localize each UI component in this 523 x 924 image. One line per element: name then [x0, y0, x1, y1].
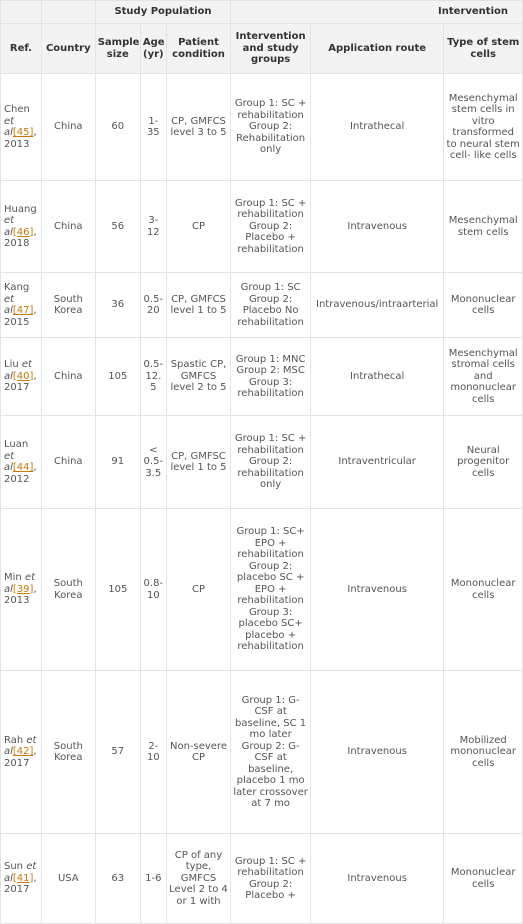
column-header-ref: Ref. [1, 24, 42, 74]
cell-type-cell: Mononuclear cells [444, 834, 523, 924]
sample-size-cell: 105 [95, 338, 140, 416]
sample-size-cell: 63 [95, 834, 140, 924]
ref-author: Min [4, 572, 22, 584]
ref-et-al: et al [4, 215, 15, 238]
country-cell: China [41, 338, 95, 416]
groups-cell: Group 1: SC+ EPO + rehabilitation Group 2: placebo SC + EPO + rehabilitation Group 3: placebo SC+ placebo + rehabilitation [231, 509, 311, 671]
groups-cell: Group 1: SC + rehabilitation Group 2: rehabilitation only [231, 416, 311, 509]
condition-cell: CP, GMFSC level 1 to 5 [166, 416, 231, 509]
country-cell: USA [41, 834, 95, 924]
ref-citation-link[interactable]: [45] [12, 127, 34, 138]
ref-cell [1, 74, 42, 181]
ref-citation-link[interactable]: [42] [12, 746, 34, 758]
age-cell: 1-6 [140, 834, 166, 924]
groups-cell: Group 1: MNC Group 2: MSC Group 3: rehabilitation [231, 338, 311, 416]
ref-cell [1, 338, 42, 416]
ref-cell [1, 509, 42, 671]
ref-cell [1, 671, 42, 834]
ref-author: Sun [4, 861, 24, 873]
country-cell: China [41, 181, 95, 273]
table-row [1, 181, 523, 273]
age-cell: 0.8-10 [140, 509, 166, 671]
age-cell: 1-35 [140, 74, 166, 181]
ref-year: , 2012 [4, 462, 37, 485]
cell-type-cell: Mobilized mononuclear cells [444, 671, 523, 834]
ref-citation-link[interactable]: [44] [12, 462, 34, 473]
ref-year: , 2017 [4, 370, 37, 394]
ref-et-al: et al [4, 572, 36, 595]
ref-author: Rah [4, 734, 24, 746]
ref-et-al: et al [4, 734, 37, 758]
condition-cell: CP, GMFCS level 3 to 5 [166, 74, 231, 181]
ref-year: , 2017 [4, 746, 37, 769]
column-header-row [1, 24, 523, 74]
table-row [1, 273, 523, 338]
cell-type-cell: Neural progenitor cells [444, 416, 523, 509]
column-header-sample-size: Sample size [95, 24, 140, 74]
country-cell: South Korea [41, 509, 95, 671]
condition-cell: CP [166, 181, 231, 273]
ref-author: Kang [4, 282, 30, 293]
cell-type-cell: Mononuclear cells [444, 509, 523, 671]
column-header-age: Age (yr) [140, 24, 166, 74]
column-header-stem-cell-type: Type of stem cells [444, 24, 523, 74]
sample-size-cell: 105 [95, 509, 140, 671]
group-header-ref [1, 1, 42, 24]
ref-cell [1, 273, 42, 338]
column-header-application-route: Application route [310, 24, 443, 74]
ref-citation-link[interactable]: [40] [12, 370, 34, 382]
ref-year: , 2013 [4, 127, 37, 150]
ref-cell [1, 416, 42, 509]
country-cell: China [41, 74, 95, 181]
ref-et-al: et al [4, 115, 15, 138]
table-row [1, 671, 523, 834]
ref-cell [1, 181, 42, 273]
sample-size-cell: 57 [95, 671, 140, 834]
route-cell: Intravenous/intraarterial [310, 273, 443, 338]
age-cell: 0.5-12.5 [140, 338, 166, 416]
sample-size-cell: 36 [95, 273, 140, 338]
route-cell: Intraventricular [310, 416, 443, 509]
route-cell: Intravenous [310, 509, 443, 671]
age-cell: 0.5-20 [140, 273, 166, 338]
country-cell: South Korea [41, 273, 95, 338]
condition-cell: Spastic CP, GMFCS level 2 to 5 [166, 338, 231, 416]
ref-year: , 2015 [4, 305, 37, 328]
condition-cell: CP, GMFCS level 1 to 5 [166, 273, 231, 338]
table-row [1, 74, 523, 181]
cell-type-cell: Mesenchymal stem cells [444, 181, 523, 273]
column-header-country: Country [41, 24, 95, 74]
table-row [1, 509, 523, 671]
ref-author: Chen [4, 104, 30, 115]
column-header-patient-condition: Patient condition [166, 24, 231, 74]
age-cell: 3-12 [140, 181, 166, 273]
ref-et-al: et al [4, 359, 32, 382]
condition-cell: CP [166, 509, 231, 671]
route-cell: Intravenous [310, 671, 443, 834]
ref-year: , 2018 [4, 226, 37, 249]
groups-cell: Group 1: SC Group 2: Placebo No rehabilitation [231, 273, 311, 338]
group-header-intervention: Intervention [231, 1, 523, 24]
age-cell: 2-10 [140, 671, 166, 834]
age-cell: < 0.5-3.5 [140, 416, 166, 509]
column-header-intervention-groups: Intervention and study groups [231, 24, 311, 74]
route-cell: Intrathecal [310, 338, 443, 416]
cell-type-cell: Mesenchymal stem cells in vitro transformed to neural stem cell- like cells [444, 74, 523, 181]
group-header-study-population: Study Population [95, 1, 231, 24]
groups-cell: Group 1: G-CSF at baseline, SC 1 mo later Group 2: G-CSF at baseline, placebo 1 mo later crossover at 7 mo [231, 671, 311, 834]
country-cell: China [41, 416, 95, 509]
condition-cell: CP of any type, GMFCS Level 2 to 4 or 1 with [166, 834, 231, 924]
ref-author: Huang [4, 203, 37, 215]
ref-et-al: et al [4, 293, 15, 316]
ref-author: Luan [4, 439, 29, 450]
table-row [1, 834, 523, 924]
ref-year: , 2017 [4, 872, 37, 896]
country-cell: South Korea [41, 671, 95, 834]
groups-cell: Group 1: SC + rehabilitation Group 2: Placebo + [231, 834, 311, 924]
sample-size-cell: 60 [95, 74, 140, 181]
ref-cell [1, 834, 42, 924]
groups-cell: Group 1: SC + rehabilitation Group 2: Placebo + rehabilitation [231, 181, 311, 273]
groups-cell: Group 1: SC + rehabilitation Group 2: Rehabilitation only [231, 74, 311, 181]
table-row [1, 416, 523, 509]
cell-type-cell: Mesenchymal stromal cells and mononuclear cells [444, 338, 523, 416]
ref-et-al: et al [4, 861, 37, 884]
sample-size-cell: 56 [95, 181, 140, 273]
table-row [1, 338, 523, 416]
route-cell: Intrathecal [310, 74, 443, 181]
group-header-country [41, 1, 95, 24]
route-cell: Intravenous [310, 834, 443, 924]
ref-year: , 2013 [4, 583, 37, 607]
condition-cell: Non-severe CP [166, 671, 231, 834]
sample-size-cell: 91 [95, 416, 140, 509]
group-header-row [1, 1, 523, 24]
ref-et-al: et al [4, 450, 15, 473]
ref-citation-link[interactable]: [41] [12, 872, 34, 884]
table-body [1, 74, 523, 924]
cell-type-cell: Mononuclear cells [444, 273, 523, 338]
route-cell: Intravenous [310, 181, 443, 273]
ref-citation-link[interactable]: [47] [12, 305, 34, 316]
ref-author: Liu [4, 359, 19, 371]
ref-citation-link[interactable]: [46] [12, 226, 34, 238]
ref-citation-link[interactable]: [39] [12, 583, 34, 595]
table-header [1, 1, 523, 74]
